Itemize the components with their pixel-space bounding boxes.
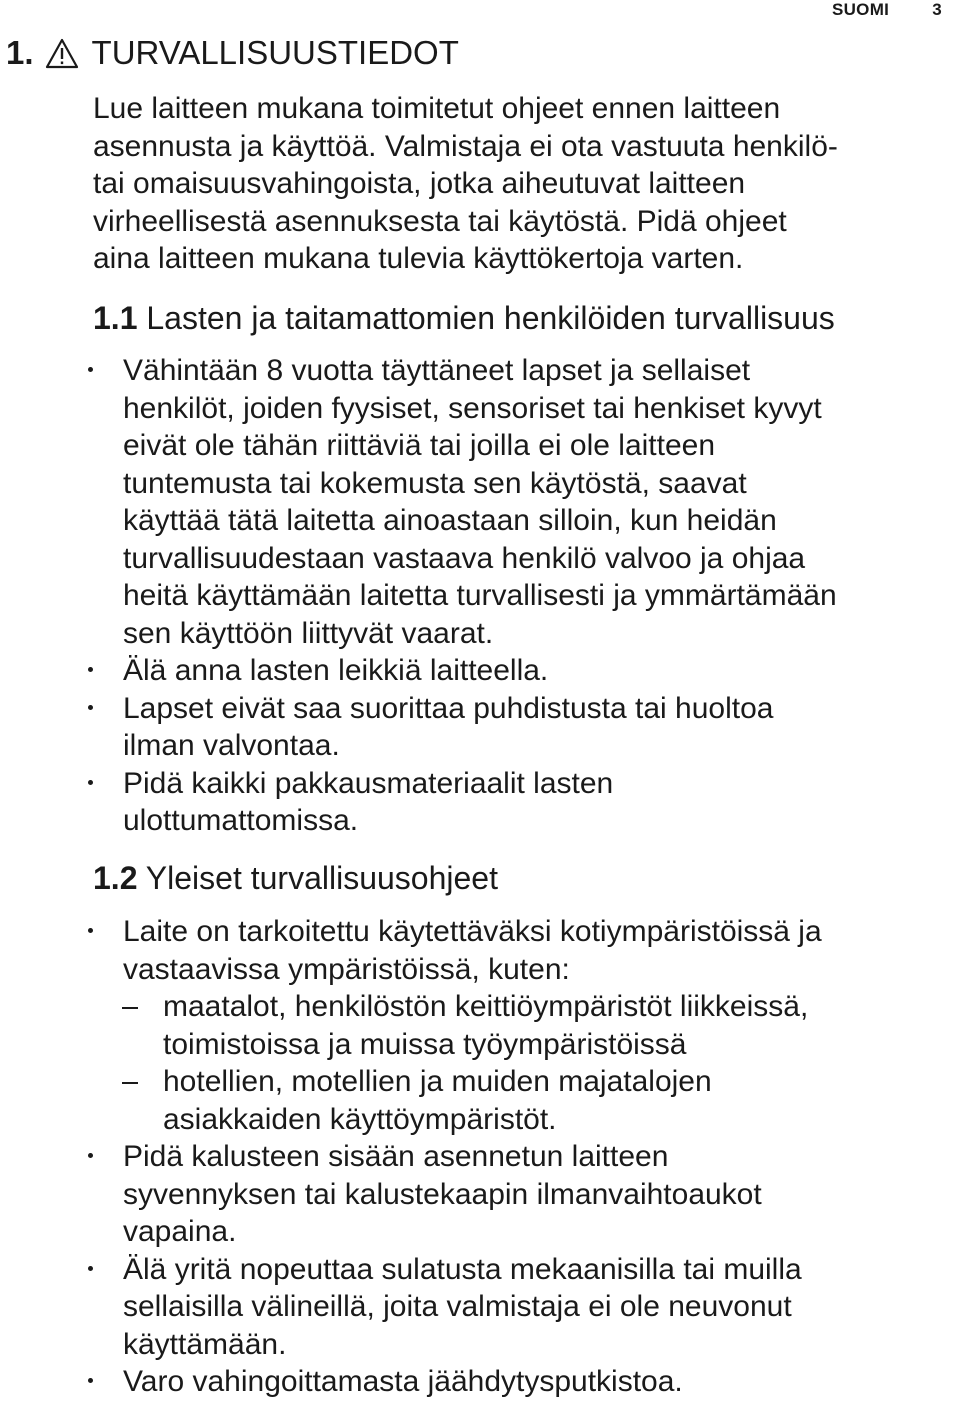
- list-item: [0, 690, 960, 765]
- subsection-number: 1.2: [93, 860, 138, 896]
- sub-list-item-line: hotellien, motellien ja muiden majatalojen: [163, 1065, 712, 1098]
- sub-list-item-line: toimistoissa ja muissa työympäristöissä: [163, 1027, 687, 1061]
- list-item: [0, 652, 960, 690]
- list-item-line: syvennyksen tai kalustekaapin ilmanvaihtoaukot: [123, 1177, 762, 1211]
- list-item-line: sellaisilla välineillä, joita valmistaja ei ole neuvonut: [123, 1290, 792, 1323]
- subsection-title: Yleiset turvallisuusohjeet: [145, 860, 498, 896]
- subsection-title: Lasten ja taitamattomien henkilöiden turvallisuus: [146, 300, 835, 336]
- bullet-icon: [88, 1266, 93, 1271]
- page-number: 3: [932, 0, 942, 19]
- list-item-line: Varo vahingoittamasta jäähdytysputkistoa.: [123, 1365, 683, 1398]
- subsection-number: 1.1: [93, 300, 138, 336]
- list-item-line: käyttää tätä laitetta ainoastaan silloin, kun heidän: [123, 504, 777, 537]
- warning-icon: [44, 37, 80, 70]
- bullet-icon: [88, 928, 93, 933]
- list-item-line: vapaina.: [123, 1215, 237, 1248]
- list-item-line: henkilöt, joiden fyysiset, sensoriset tai henkiset kyvyt: [123, 391, 822, 425]
- bullet-icon: [88, 780, 93, 785]
- list-item: [0, 1363, 960, 1401]
- sub-list-item-line: maatalot, henkilöstön keittiöympäristöt liikkeissä,: [163, 990, 809, 1023]
- list-item-line: Vähintään 8 vuotta täyttäneet lapset ja sellaiset: [123, 354, 751, 387]
- list-item: [0, 1251, 960, 1364]
- intro-line: asennusta ja käyttöä. Valmistaja ei ota vastuuta henkilö-: [93, 129, 838, 163]
- list-item-line: Pidä kalusteen sisään asennetun laitteen: [123, 1140, 669, 1173]
- list-item-line: Lapset eivät saa suorittaa puhdistusta tai huoltoa: [123, 691, 774, 725]
- intro-paragraph: [93, 90, 953, 278]
- bullet-icon: [88, 367, 93, 372]
- safety-list-children: [0, 352, 960, 840]
- list-item-line: eivät ole tähän riittäviä tai joilla ei ole laitteen: [123, 429, 716, 462]
- intro-line: Lue laitteen mukana toimitetut ohjeet ennen laitteen: [93, 92, 781, 125]
- list-item-line: Älä anna lasten leikkiä laitteella.: [123, 654, 549, 687]
- list-item: [0, 352, 960, 652]
- list-item-line: ilman valvontaa.: [123, 729, 340, 762]
- subsection-heading-1-2: [93, 860, 498, 897]
- section-number: 1.: [6, 34, 34, 71]
- dash-icon: [122, 1007, 138, 1009]
- intro-line: aina laitteen mukana tulevia käyttökertoja varten.: [93, 242, 744, 275]
- sub-list-item: [0, 988, 960, 1063]
- list-item-line: Laite on tarkoitettu käytettäväksi kotiympäristöissä ja: [123, 915, 822, 948]
- intro-line: virheellisestä asennuksesta tai käytöstä. Pidä ohjeet: [93, 204, 787, 238]
- list-item: [0, 913, 960, 988]
- language-label: SUOMI: [831, 0, 890, 19]
- subsection-heading-1-1: [93, 300, 835, 337]
- list-item-line: heitä käyttämään laitetta turvallisesti ja ymmärtämään: [123, 579, 837, 612]
- list-item-line: vastaavissa ympäristöissä, kuten:: [123, 952, 570, 986]
- list-item-line: sen käyttöön liittyvät vaarat.: [123, 616, 494, 650]
- list-item: [0, 765, 960, 840]
- list-item-line: tuntemusta tai kokemusta sen käytöstä, saavat: [123, 466, 747, 500]
- section-title: [6, 34, 459, 72]
- page-header: [832, 0, 942, 20]
- list-item-line: käyttämään.: [123, 1327, 287, 1361]
- safety-list-general: [0, 913, 960, 1401]
- bullet-icon: [88, 1153, 93, 1158]
- bullet-icon: [88, 1378, 93, 1383]
- list-item-line: turvallisuudestaan vastaava henkilö valvoo ja ohjaa: [123, 541, 806, 575]
- bullet-icon: [88, 705, 93, 710]
- list-item: [0, 1138, 960, 1251]
- list-item-line: ulottumattomissa.: [123, 804, 359, 837]
- sub-list-item-line: asiakkaiden käyttöympäristöt.: [163, 1102, 557, 1136]
- intro-line: tai omaisuusvahingoista, jotka aiheutuvat laitteen: [93, 167, 746, 200]
- bullet-icon: [88, 667, 93, 672]
- sub-list-item: [0, 1063, 960, 1138]
- section-title-text: TURVALLISUUSTIEDOT: [91, 34, 459, 71]
- list-item-line: Pidä kaikki pakkausmateriaalit lasten: [123, 766, 614, 800]
- list-item-line: Älä yritä nopeuttaa sulatusta mekaanisilla tai muilla: [123, 1252, 802, 1286]
- dash-icon: [122, 1082, 138, 1084]
